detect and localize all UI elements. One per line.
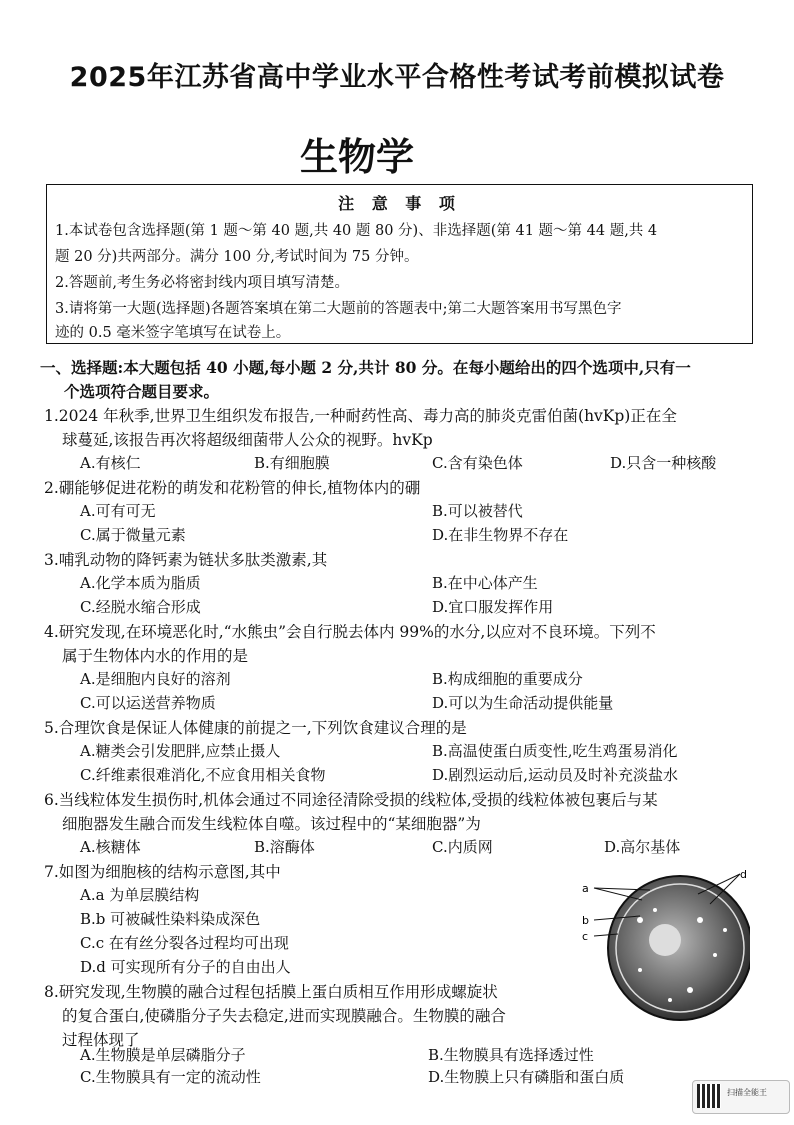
notice-line: 题 20 分)共两部分。满分 100 分,考试时间为 75 分钟。: [55, 249, 419, 265]
question-5-option-b: B.高温使蛋白质变性,吃生鸡蛋易消化: [432, 742, 678, 760]
notice-line: 3.请将第一大题(选择题)各题答案填在第二大题前的答题表中;第二大题答案用书写黑色字: [55, 301, 622, 317]
question-3-option-b: B.在中心体产生: [432, 574, 538, 592]
nucleus-diagram: [580, 860, 750, 1030]
question-4-option-c: C.可以运送营养物质: [80, 694, 216, 712]
diagram-label-b: b: [582, 914, 589, 927]
notice-line: 迹的 0.5 毫米签字笔填写在试卷上。: [55, 325, 291, 341]
question-6-option-d: D.高尔基体: [604, 838, 681, 856]
question-8-option-c: C.生物膜具有一定的流动性: [80, 1068, 261, 1086]
question-7-option-d: D.d 可实现所有分子的自由出人: [80, 958, 291, 976]
exam-title: 2025年江苏省高中学业水平合格性考试考前模拟试卷: [69, 62, 725, 93]
question-2-stem: 2.硼能够促进花粉的萌发和花粉管的伸长,植物体内的硼: [44, 479, 421, 497]
question-1-option-c: C.含有染色体: [432, 454, 523, 472]
question-5-option-a: A.糖类会引发肥胖,应禁止摄人: [80, 742, 281, 760]
diagram-label-a: a: [582, 882, 589, 895]
question-1-option-a: A.有核仁: [80, 454, 141, 472]
question-7-option-c: C.c 在有丝分裂各过程均可出现: [80, 934, 289, 952]
question-5-option-d: D.剧烈运动后,运动员及时补充淡盐水: [432, 766, 679, 784]
qr-code-icon: [697, 1084, 721, 1108]
section-heading: 一、选择题:本大题包括 40 小题,每小题 2 分,共计 80 分。在每小题给出的四个选项中,只有一: [40, 358, 691, 377]
question-5-stem: 5.合理饮食是保证人体健康的前提之一,下列饮食建议合理的是: [44, 719, 467, 737]
section-heading-cont: 个选项符合题目要求。: [64, 382, 220, 401]
question-4-option-b: B.构成细胞的重要成分: [432, 670, 583, 688]
question-4-option-a: A.是细胞内良好的溶剂: [80, 670, 231, 688]
question-1-stem: 1.2024 年秋季,世界卫生组织发布报告,一种耐药性高、毒力高的肺炎克雷伯菌(hvKp)正在全: [44, 407, 677, 425]
question-3-option-c: C.经脱水缩合形成: [80, 598, 201, 616]
question-8-stem-cont2: 过程体现了: [62, 1031, 140, 1049]
question-1-option-b: B.有细胞膜: [254, 454, 330, 472]
diagram-label-d: d: [740, 868, 747, 881]
question-2-option-b: B.可以被替代: [432, 502, 523, 520]
subject-title: 生物学: [300, 135, 415, 179]
scanner-watermark: [692, 1080, 790, 1114]
question-1-option-d: D.只含一种核酸: [610, 454, 717, 472]
question-3-option-d: D.宜口服发挥作用: [432, 598, 554, 616]
question-4-option-d: D.可以为生命活动提供能量: [432, 694, 614, 712]
notice-box: [46, 184, 753, 344]
question-8-stem: 8.研究发现,生物膜的融合过程包括膜上蛋白质相互作用形成螺旋状: [44, 983, 498, 1001]
watermark-text: 扫描全能王: [727, 1088, 767, 1097]
question-6-option-b: B.溶酶体: [254, 838, 315, 856]
question-5-option-c: C.纤维素很难消化,不应食用相关食物: [80, 766, 326, 784]
notice-line: 1.本试卷包含选择题(第 1 题～第 40 题,共 40 题 80 分)、非选择题(第 41 题～第 44 题,共 4: [55, 223, 658, 239]
question-7-stem: 7.如图为细胞核的结构示意图,其中: [44, 863, 281, 881]
question-8-stem-cont: 的复合蛋白,使磷脂分子失去稳定,进而实现膜融合。生物膜的融合: [62, 1007, 506, 1025]
question-6-stem-cont: 细胞器发生融合而发生线粒体自噬。该过程中的“某细胞器”为: [62, 815, 481, 833]
question-6-stem: 6.当线粒体发生损伤时,机体会通过不同途径清除受损的线粒体,受损的线粒体被包裹后与某: [44, 791, 658, 809]
question-8-option-b: B.生物膜具有选择透过性: [428, 1046, 594, 1064]
question-3-option-a: A.化学本质为脂质: [80, 574, 201, 592]
question-8-option-a: A.生物膜是单层磷脂分子: [80, 1046, 246, 1064]
question-7-option-a: A.a 为单层膜结构: [80, 886, 200, 904]
question-4-stem-cont: 属于生物体内水的作用的是: [62, 647, 249, 665]
question-2-option-a: A.可有可无: [80, 502, 156, 520]
question-7-option-b: B.b 可被碱性染料染成深色: [80, 910, 261, 928]
diagram-label-c: c: [582, 930, 589, 943]
question-6-option-c: C.内质网: [432, 838, 493, 856]
question-3-stem: 3.哺乳动物的降钙素为链状多肽类激素,其: [44, 551, 328, 569]
notice-line: 2.答题前,考生务必将密封线内项目填写清楚。: [55, 275, 349, 291]
question-2-option-d: D.在非生物界不存在: [432, 526, 569, 544]
question-4-stem: 4.研究发现,在环境恶化时,“水熊虫”会自行脱去体内 99%的水分,以应对不良环境。下列不: [44, 623, 656, 641]
question-6-option-a: A.核糖体: [80, 838, 141, 856]
question-8-option-d: D.生物膜上只有磷脂和蛋白质: [428, 1068, 625, 1086]
question-2-option-c: C.属于微量元素: [80, 526, 186, 544]
notice-title: 注 意 事 项: [338, 194, 461, 213]
question-1-stem-cont: 球蔓延,该报告再次将超级细菌带人公众的视野。hvKp: [62, 431, 433, 449]
